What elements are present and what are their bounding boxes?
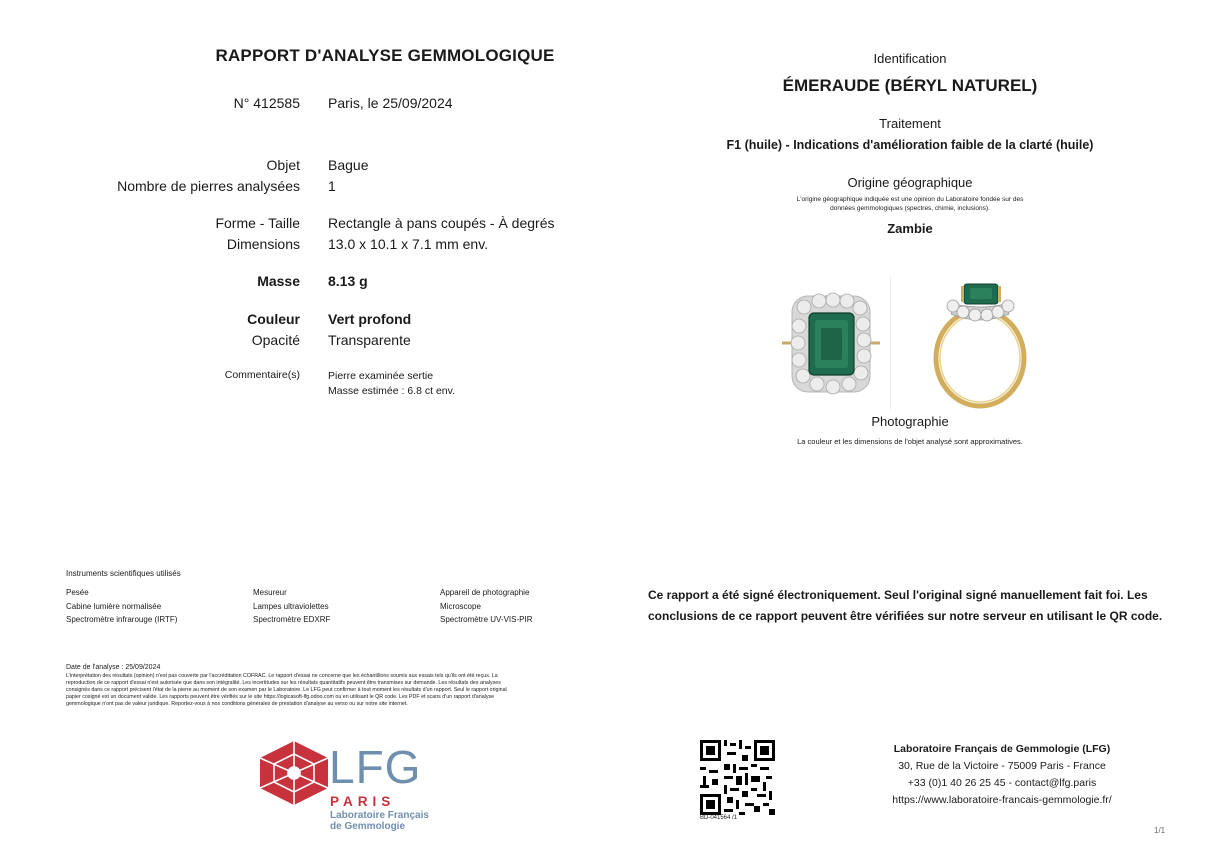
couleur-value: Vert profond: [328, 311, 412, 327]
instruments-col-3: [440, 586, 532, 627]
instruments-col-2: [253, 586, 330, 627]
comment-line-1: Pierre examinée sertie: [328, 370, 434, 382]
couleur-label: Couleur: [247, 311, 300, 327]
instrument-item: Lampes ultraviolettes: [253, 601, 329, 611]
instrument-item: Pesée: [66, 588, 89, 597]
lfg-logo-gem-icon: [256, 740, 332, 806]
instrument-item: Spectromètre UV-VIS-PIR: [440, 615, 533, 624]
page-number: 1/1: [1154, 826, 1166, 835]
instrument-item: Cabine lumière normalisée: [66, 601, 162, 611]
nb-pierres-label: Nombre de pierres analysées: [117, 178, 300, 194]
ring-side-view-photo: [890, 276, 1069, 410]
disclaimer-line: gemmologique n'ont pas de valeur juridique. Reportez-vous à nos conditions générales de prestation d'analyse au verso ou sur notre site internet.: [66, 701, 408, 707]
lab-contact: +33 (0)1 40 26 25 45 - contact@lfg.paris: [907, 777, 1097, 789]
objet-label: Objet: [266, 157, 300, 173]
disclaimer-line: reproduction de ce rapport d'essai n'est autorisée que dans son intégralité. Les incertitudes sur les résultats quantitatifs peuvent être transmises sur demande. Les résultats des analyses: [66, 680, 501, 686]
origine-note-2: données gemmologiques (spectres, chimie, inclusions).: [830, 205, 990, 212]
lab-name: Laboratoire Français de Gemmologie (LFG): [893, 743, 1111, 755]
logo-letters: LFG: [329, 741, 422, 793]
nb-pierres-value: 1: [328, 178, 336, 194]
traitement-label: Traitement: [879, 116, 941, 131]
origine-note-1: L'origine géographique indiquée est une opinion du Laboratoire fondée sur des: [796, 196, 1024, 203]
traitement-value: F1 (huile) - Indications d'amélioration faible de la clarté (huile): [726, 138, 1094, 152]
instrument-item: Appareil de photographie: [440, 588, 530, 597]
report-number: N° 412585: [233, 95, 300, 111]
lab-address: 30, Rue de la Victoire - 75009 Paris - France: [898, 760, 1106, 772]
dimensions-value: 13.0 x 10.1 x 7.1 mm env.: [328, 236, 489, 252]
disclaimer-line: papier cosigné est un document valide. Les rapports peuvent être vérifiés sur le site https://logicasoft-lfg.odoo.com ou en utilisant le QR code. Les PDF et scans d'un rapport d'analyse: [66, 694, 495, 700]
report-title: RAPPORT D'ANALYSE GEMMOLOGIQUE: [215, 46, 555, 65]
identification-value: ÉMERAUDE (BÉRYL NATUREL): [782, 76, 1038, 95]
logo-subtitle-line-1: Laboratoire Français: [330, 810, 429, 821]
forme-label: Forme - Taille: [215, 215, 300, 231]
instrument-item: Mesureur: [253, 588, 287, 597]
opacite-value: Transparente: [328, 332, 411, 348]
logo-city: PARIS: [330, 794, 396, 809]
instruments-title: Instruments scientifiques utilisés: [66, 569, 181, 578]
comment-line-2: Masse estimée : 6.8 ct env.: [328, 385, 456, 397]
objet-value: Bague: [328, 157, 369, 173]
masse-label: Masse: [257, 273, 300, 289]
report-place-date: Paris, le 25/09/2024: [328, 95, 453, 111]
analysis-date: Date de l'analyse : 25/09/2024: [66, 664, 161, 671]
photographie-note: La couleur et les dimensions de l'objet analysé sont approximatives.: [797, 437, 1023, 446]
disclaimer-line: L'interprétation des résultats (opinion) n'est pas couverte par l'accréditation COFRAC. Le rapport d'essai ne concerne que les échantillons soumis aux essais tels qu'ils ont été reçus. La: [66, 673, 498, 679]
disclaimer-text: [66, 673, 606, 708]
instruments-col-1: [66, 586, 177, 627]
origine-value: Zambie: [887, 221, 933, 236]
opacite-label: Opacité: [251, 332, 300, 348]
logo-subtitle-line-2: de Gemmologie: [330, 821, 406, 832]
logo-subtitle: [330, 810, 429, 832]
forme-value: Rectangle à pans coupés - À degrés: [328, 215, 555, 231]
disclaimer-line: consignés dans ce rapport précisent l'état de la pierre au moment de son examen par le Laboratoire. Le LFG peut confirmer à tout moment les résultats d'un rapport. Seul le rapport original: [66, 687, 507, 693]
dimensions-label: Dimensions: [226, 236, 300, 252]
identification-label: Identification: [873, 51, 947, 66]
comment-label: Commentaire(s): [224, 369, 300, 381]
verification-qr-code[interactable]: [700, 740, 775, 815]
masse-value: 8.13 g: [328, 273, 368, 289]
instrument-item: Microscope: [440, 601, 481, 611]
qr-code-id: BD-041564 /1: [700, 815, 738, 821]
instrument-item: Spectromètre infrarouge (IRTF): [66, 615, 178, 624]
signature-note: Ce rapport a été signé électroniquement. Seul l'original signé manuellement fait foi. Les conclusions de ce rapport peuvent être vérifiées sur notre serveur en utilisant le QR code.: [648, 588, 1163, 623]
photographie-label: Photographie: [871, 414, 949, 429]
instrument-item: Spectromètre EDXRF: [253, 615, 331, 624]
ring-top-view-photo: [776, 276, 886, 410]
lab-address-block: [860, 741, 1144, 809]
lab-website[interactable]: https://www.laboratoire-francais-gemmologie.fr/: [892, 794, 1112, 806]
origine-label: Origine géographique: [847, 175, 973, 190]
